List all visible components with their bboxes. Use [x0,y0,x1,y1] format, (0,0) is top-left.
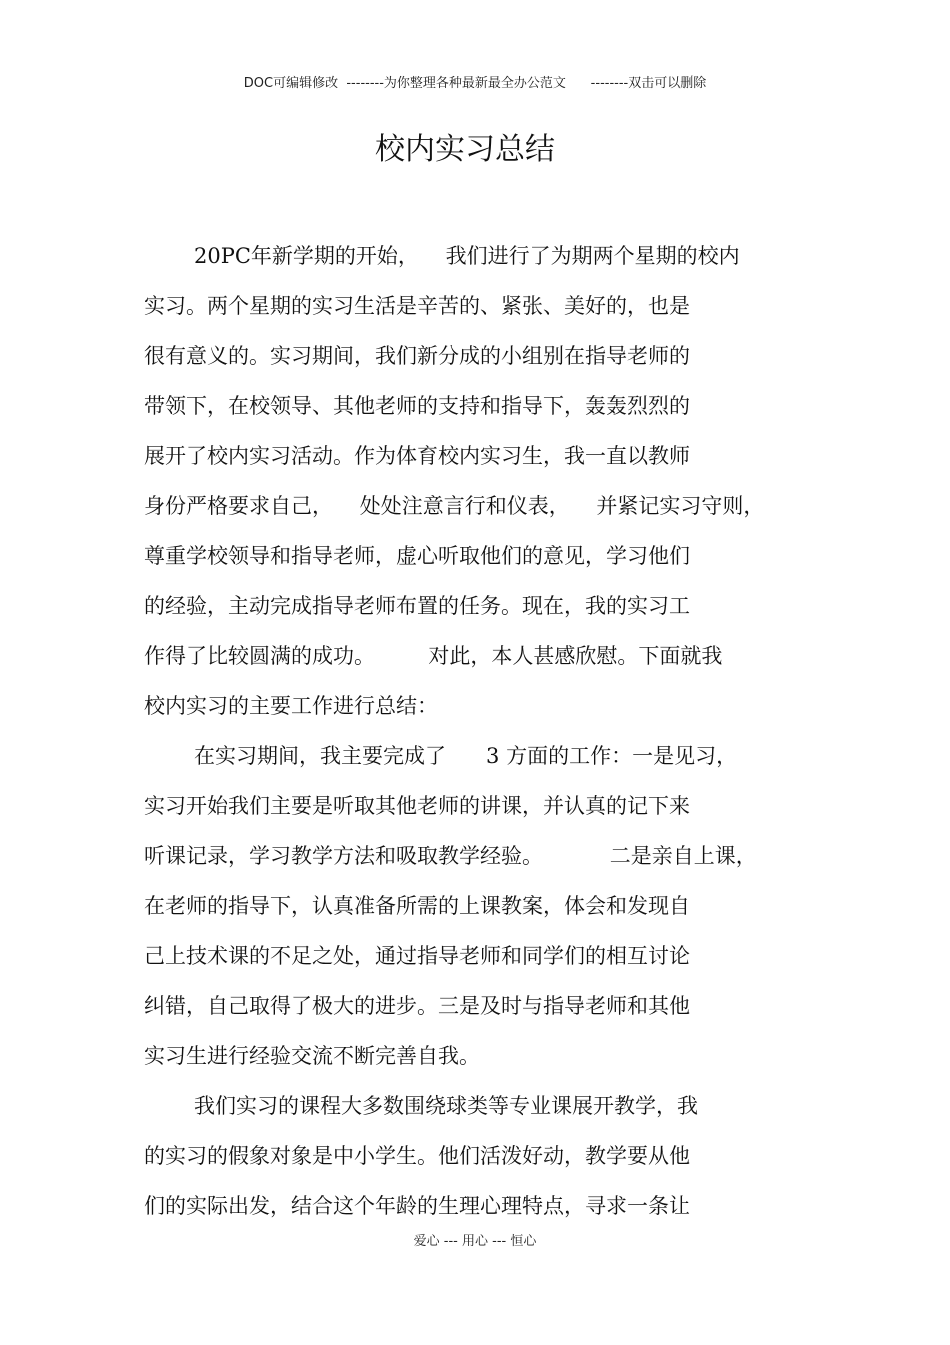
paragraph-line: 们的实际出发，结合这个年龄的生理心理特点，寻求一条让 [144,1194,690,1218]
paragraph-line: 的经验，主动完成指导老师布置的任务。现在，我的实习工 [144,594,690,618]
paragraph-line: 在老师的指导下，认真准备所需的上课教案，体会和发现自 [144,894,690,918]
paragraph-line: 展开了校内实习活动。作为体育校内实习生，我一直以教师 [144,444,690,468]
paragraph-line: 在实习期间，我主要完成了 3 方面的工作：一是见习， [194,744,738,768]
paragraph-line: 校内实习的主要工作进行总结： [144,694,438,718]
document-body [144,238,804,1238]
paragraph-line: 20PC年新学期的开始， 我们进行了为期两个星期的校内 [194,244,740,268]
paragraph-line: 听课记录，学习教学方法和吸取教学经验。 二是亲自上课， [144,844,757,868]
document-title: 校内实习总结 [375,132,555,167]
paragraph-line: 实习生进行经验交流不断完善自我。 [144,1044,480,1068]
paragraph-line: 作得了比较圆满的成功。 对此，本人甚感欣慰。下面就我 [144,644,723,668]
paragraph-line: 我们实习的课程大多数围绕球类等专业课展开教学，我 [194,1094,698,1118]
document-header: DOC可编辑修改 --------为你整理各种最新最全办公范文 --------双击可以删除 [243,76,707,91]
paragraph-line: 尊重学校领导和指导老师，虚心听取他们的意见，学习他们 [144,544,690,568]
paragraph-line: 的实习的假象对象是中小学生。他们活泼好动，教学要从他 [144,1144,690,1168]
paragraph-line: 纠错，自己取得了极大的进步。三是及时与指导老师和其他 [144,994,690,1018]
paragraph-line: 实习。两个星期的实习生活是辛苦的、紧张、美好的，也是 [144,294,690,318]
document-footer: 爱心 --- 用心 --- 恒心 [413,1234,537,1249]
paragraph-line: 身份严格要求自己， 处处注意言行和仪表， 并紧记实习守则， [144,494,765,518]
paragraph-line: 带领下，在校领导、其他老师的支持和指导下，轰轰烈烈的 [144,394,690,418]
paragraph-line: 实习开始我们主要是听取其他老师的讲课，并认真的记下来 [144,794,690,818]
paragraph-line: 很有意义的。实习期间，我们新分成的小组别在指导老师的 [144,344,690,368]
paragraph-line: 己上技术课的不足之处，通过指导老师和同学们的相互讨论 [144,944,690,968]
